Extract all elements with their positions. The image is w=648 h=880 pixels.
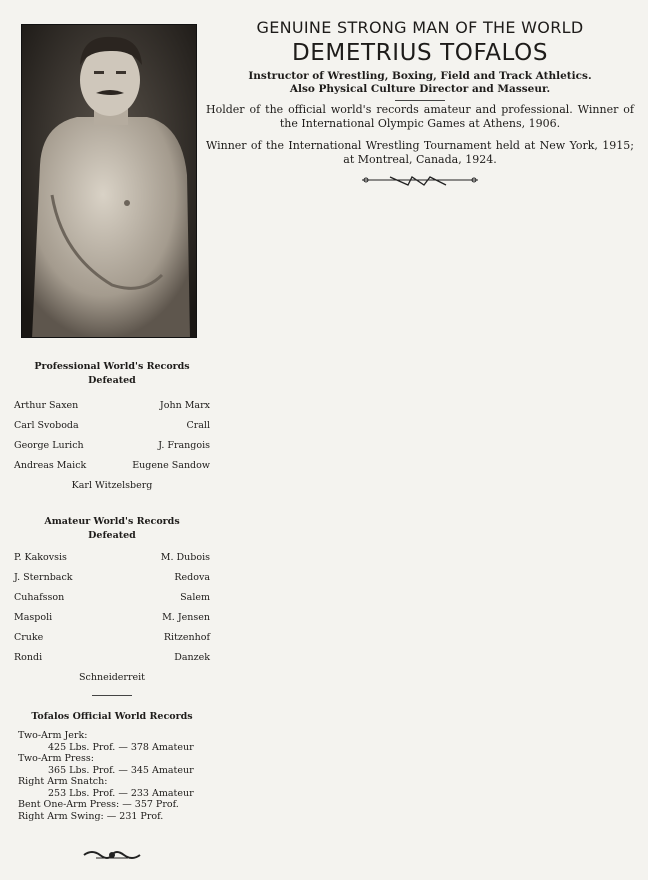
divider bbox=[395, 100, 445, 101]
ornament-icon bbox=[360, 173, 480, 187]
record-value: 253 Lbs. Prof. — 233 Amateur bbox=[48, 787, 194, 799]
record-label: Right Arm Snatch: bbox=[18, 776, 108, 787]
headline-subtitle: GENUINE STRONG MAN OF THE WORLD bbox=[256, 18, 584, 37]
list-item: Arthur Saxen John Marx bbox=[14, 400, 210, 411]
list-item: Schneiderreit bbox=[79, 672, 145, 683]
list-item: Cruke Ritzenhof bbox=[14, 632, 210, 643]
record-label: Two-Arm Press: bbox=[18, 753, 94, 764]
list-item: Andreas Maick Eugene Sandow bbox=[14, 460, 210, 471]
divider bbox=[92, 695, 132, 696]
record-value: 425 Lbs. Prof. — 378 Amateur bbox=[48, 741, 194, 753]
portrait-photo bbox=[21, 24, 197, 338]
record-line: Bent One-Arm Press: — 357 Prof. bbox=[18, 799, 179, 810]
headline-name: DEMETRIUS TOFALOS bbox=[291, 40, 549, 66]
tournament-paragraph: Winner of the International Wrestling Tournament held at New York, 1915; at Montreal, Canada, 1924. bbox=[206, 139, 634, 166]
professional-records-section bbox=[14, 360, 210, 496]
records-holder-paragraph: Holder of the official world's records amateur and professional. Winner of the International Olympic Games at Athens, 1906. bbox=[206, 103, 634, 130]
list-item: Cuhafsson Salem bbox=[14, 592, 210, 603]
list-item: Karl Witzelsberg bbox=[71, 480, 153, 491]
list-item: George Lurich J. Frangois bbox=[14, 440, 210, 451]
record-line: Right Arm Swing: — 231 Prof. bbox=[18, 810, 164, 822]
director-line: Also Physical Culture Director and Masseur. bbox=[289, 83, 551, 95]
professional-subtitle: Defeated bbox=[88, 375, 136, 386]
strongman-portrait-image bbox=[22, 25, 197, 338]
record-value: 365 Lbs. Prof. — 345 Amateur bbox=[48, 764, 194, 776]
professional-title: Professional World's Records bbox=[34, 361, 190, 372]
record-label: Two-Arm Jerk: bbox=[18, 730, 88, 741]
list-item: J. Sternback Redova bbox=[14, 572, 210, 583]
instructor-line: Instructor of Wrestling, Boxing, Field and Track Athletics. bbox=[248, 70, 592, 82]
list-item: P. Kakovsis M. Dubois bbox=[14, 552, 210, 563]
list-item: Maspoli M. Jensen bbox=[14, 612, 210, 623]
official-records-section bbox=[14, 710, 210, 822]
header-block bbox=[206, 18, 634, 191]
ornament-icon bbox=[82, 848, 142, 862]
list-item: Rondi Danzek bbox=[14, 652, 210, 663]
amateur-records-section bbox=[14, 515, 210, 688]
amateur-title: Amateur World's Records bbox=[44, 516, 180, 527]
official-records-title: Tofalos Official World Records bbox=[31, 711, 193, 722]
list-item: Carl Svoboda Crall bbox=[14, 420, 210, 431]
amateur-subtitle: Defeated bbox=[88, 530, 136, 541]
